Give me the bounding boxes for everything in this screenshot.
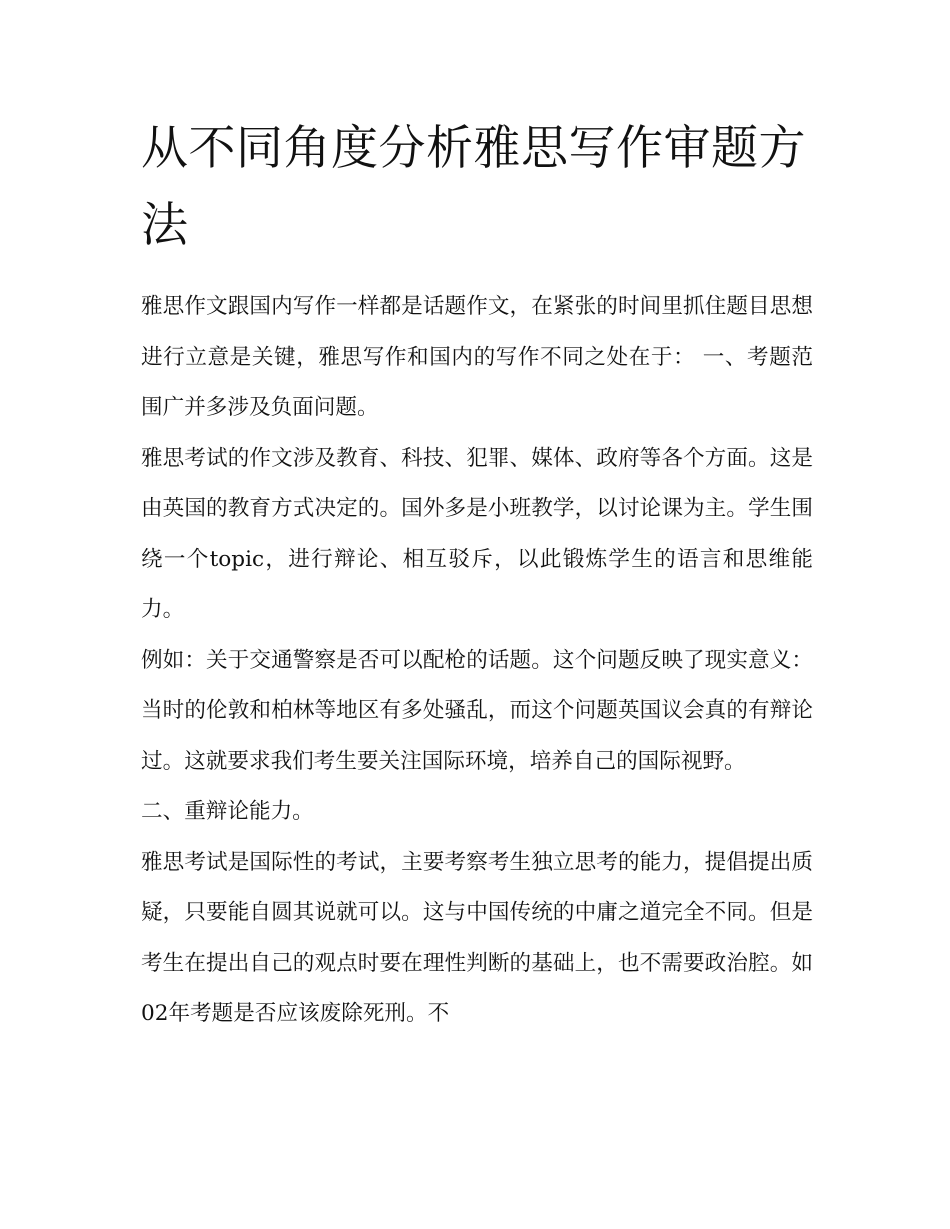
paragraph-heading-debate: 二、重辩论能力。 [141,799,314,824]
document-body [141,282,813,1040]
document-title: 从不同角度分析雅思写作审题方法 [141,121,806,253]
paragraph-example: 例如：关于交通警察是否可以配枪的话题。这个问题反映了现实意义：当时的伦敦和柏林等地区有多处骚乱，而这个问题英国议会真的有辩论过。这就要求我们考生要关注国际环境，培养自己的国际视野。 [141,647,813,774]
paragraph-topics: 雅思考试的作文涉及教育、科技、犯罪、媒体、政府等各个方面。这是由英国的教育方式决定的。国外多是小班教学，以讨论课为主。学生围绕一个topic，进行辩论、相互驳斥，以此锻炼学生的语言和思维能力。 [141,445,813,622]
paragraph-debate: 雅思考试是国际性的考试，主要考察考生独立思考的能力，提倡提出质疑，只要能自圆其说就可以。这与中国传统的中庸之道完全不同。但是考生在提出自己的观点时要在理性判断的基础上，也不需要政治腔。如02年考题是否应该废除死刑。不 [141,849,813,1026]
paragraph-intro: 雅思作文跟国内写作一样都是话题作文，在紧张的时间里抓住题目思想进行立意是关键，雅思写作和国内的写作不同之处在于： 一、考题范围广并多涉及负面问题。 [141,294,813,420]
